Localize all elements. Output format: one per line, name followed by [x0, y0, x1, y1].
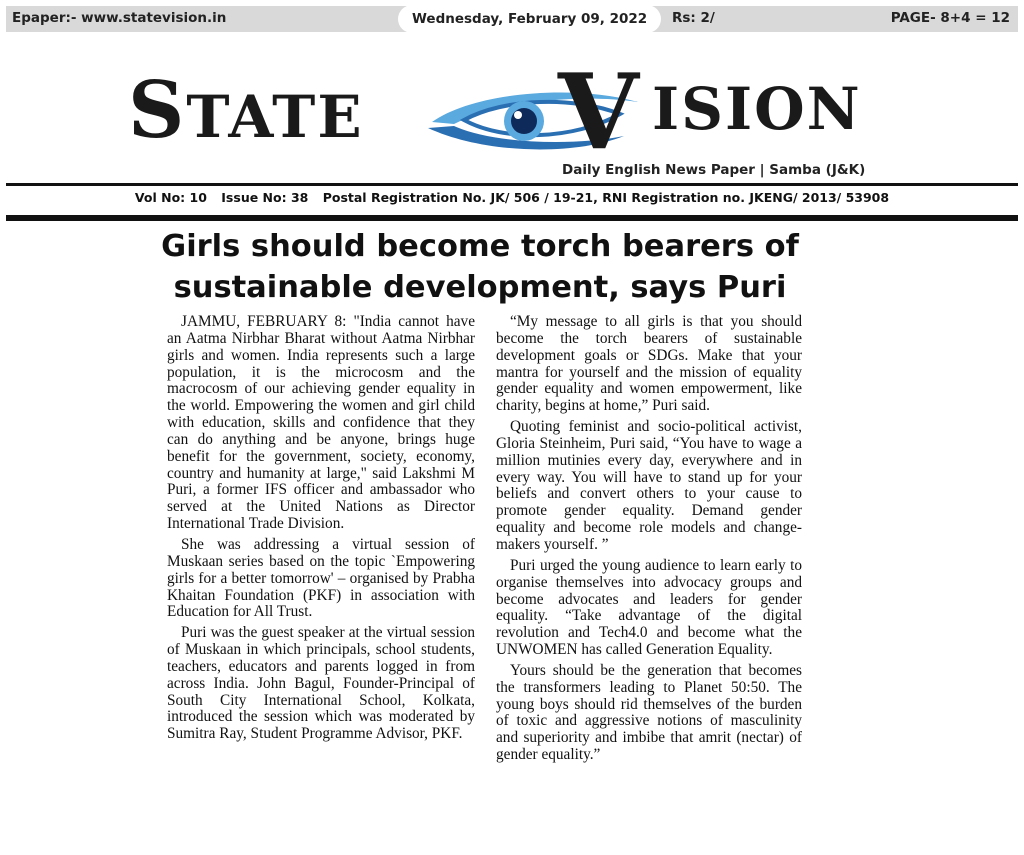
issue-price: Rs: 2/ [672, 10, 715, 26]
registration-bar [0, 190, 1024, 205]
page-count: PAGE- 8+4 = 12 [890, 10, 1010, 26]
paragraph: “My message to all girls is that you should become the torch bearers of sustainable development goals or SDGs. Make that your mantra for yourself and the mission of equality gender equality and women empowerment, like charity, begins at home,” Puri said. [496, 313, 802, 415]
issue-date: Wednesday, February 09, 2022 [398, 5, 661, 33]
paragraph: She was addressing a virtual session of Muskaan series based on the topic `Empowering girls for a better tomorrow' – organised by Prabha Khaitan Foundation (PKF) in association with Education for All Trust. [167, 535, 475, 621]
masthead-tagline: Daily English News Paper | Samba (J&K) [562, 162, 866, 178]
headline-line-2: sustainable development, says Puri [173, 270, 787, 305]
masthead-state-word: STATE [128, 65, 364, 156]
paragraph: Quoting feminist and socio-political activist, Gloria Steinheim, Puri said, “You have to wage a million mutinies every day, everywhere and in every way. You will have to stand up for your beliefs and convert others to your cause to promote gender equality. Demand gender equality and become role models and change-makers yourself. ” [496, 418, 802, 553]
paragraph: JAMMU, FEBRUARY 8: "India cannot have an Aatma Nirbhar Bharat without Aatma Nirbhar girls and women. India represents such a large population, it is the microcosm and the macrocosm of our achieving gender equality in the world. Empowering the women and girl child with education, skills and confidence that they can do anything and be anyone, brings huge benefit for the government, society, economy, country and humanity at large," said Lakshmi M Puri, a former IFS officer and ambassador who served at the United Nations as Director International Trade Division. [167, 313, 475, 533]
paragraph: Yours should be the generation that becomes the transformers leading to Planet 50:50. The young boys should rid themselves of the burden of toxic and aggressive notions of masculinity and superiority and imbibe that amrit (nectar) of gender equality.” [496, 661, 802, 764]
top-info-bar [6, 6, 1018, 32]
article-headline [150, 226, 810, 308]
registration-divider [6, 215, 1018, 221]
issue-number: Issue No: 38 [221, 190, 309, 205]
article-column-left [167, 314, 475, 747]
masthead-vision-word: ISION [652, 75, 862, 143]
headline-line-1: Girls should become torch bearers of [161, 229, 799, 264]
postal-registration: Postal Registration No. JK/ 506 / 19-21, RNI Registration no. JKENG/ 2013/ 53908 [322, 190, 890, 205]
paragraph: Puri urged the young audience to learn early to organise themselves into advocacy groups and become advocates and leaders for gender equality. “Take advantage of the digital revolution and Tech4.0 and become what the UNWOMEN has called Generation Equality. [496, 556, 802, 659]
paragraph: Puri was the guest speaker at the virtual session of Muskaan in which principals, school students, teachers, educators and parents logged in from across India. John Bagul, Founder-Principal of South City International School, Kolkata, introduced the session which was moderated by Sumitra Ray, Student Programme Advisor, PKF. [167, 624, 475, 743]
masthead [0, 44, 1024, 190]
masthead-divider [6, 183, 1018, 186]
masthead-v-letter: V [558, 50, 639, 173]
volume-number: Vol No: 10 [134, 190, 207, 205]
article-column-right [496, 314, 802, 768]
epaper-link[interactable]: Epaper:- www.statevision.in [12, 10, 227, 26]
